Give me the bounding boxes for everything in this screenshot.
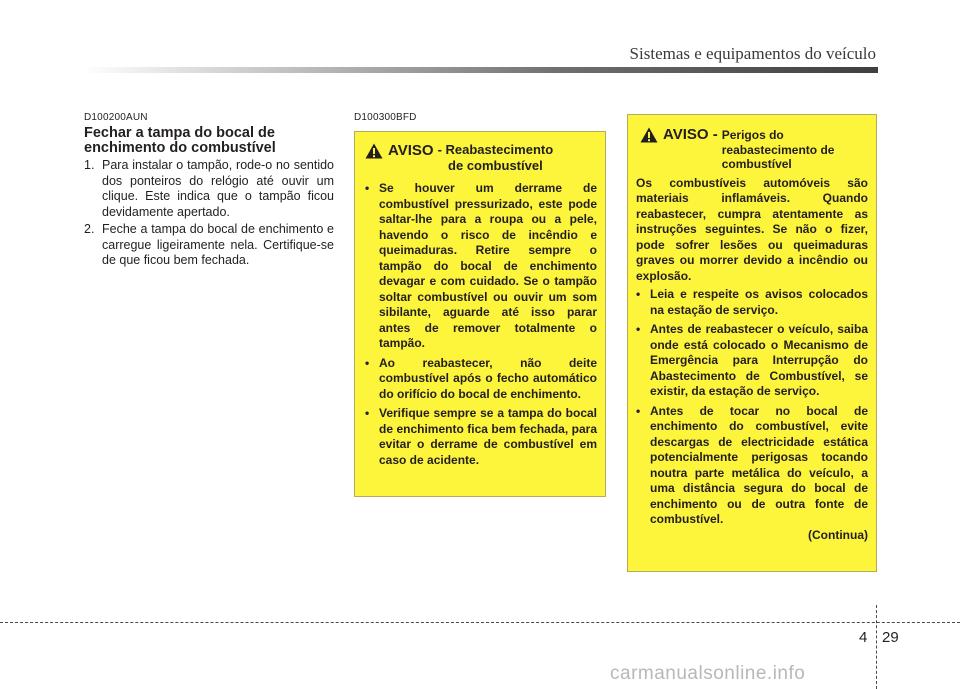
warning-title-line: Perigos do — [721, 128, 784, 142]
step-item — [84, 158, 334, 220]
bullet-text: Ao reabastecer, não deite combustível após o fecho automático do orifício do bocal de enchimento. — [379, 355, 597, 401]
list-item: • Ao reabastecer, não deite combustível após o fecho automático do orifício do bocal de enchimento. — [365, 355, 597, 401]
steps-list — [84, 158, 334, 271]
warning-title — [722, 128, 835, 172]
warning-triangle-icon — [640, 127, 658, 148]
list-item: • Antes de tocar no bocal de enchimento do combustível, evite descargas de electricidade estática potencialmente perigosas tocando noutra parte metálica do veículo, a uma distância segura do bocal de enchimento ou de outra fonte de combustível. — [636, 403, 868, 526]
watermark: carmanualsonline.info — [610, 663, 806, 684]
warning-title-line: de combustível — [448, 158, 543, 173]
section-heading: Fechar a tampa do bocal de enchimento do combustível — [84, 125, 276, 156]
continued-label: (Continua) — [808, 527, 868, 542]
step-text: Feche a tampa do bocal de enchimento e carregue ligeiramente nela. Certifique-se de que ficou bem fechada. — [102, 222, 334, 267]
list-item: • Antes de reabastecer o veículo, saiba onde está colocado o Mecanismo de Emergência para Interrupção do Abastecimento de Combustível, se existir, da estação de serviço. — [636, 322, 868, 398]
footer-divider — [876, 605, 878, 689]
footer-rule — [0, 622, 960, 623]
warning-bullet-list — [636, 287, 868, 528]
list-item: • Verifique sempre se a tampa do bocal de enchimento fica bem fechada, para evitar o derrame de combustível em caso de acidente. — [365, 406, 597, 467]
bullet-text: Verifique sempre se a tampa do bocal de enchimento fica bem fechada, para evitar o derrame de combustível em caso de acidente. — [379, 406, 597, 467]
warning-box-refuelling — [354, 131, 606, 497]
warning-box-refuelling-hazards — [627, 114, 877, 572]
warning-bullet-list — [365, 181, 597, 468]
warning-triangle-icon — [365, 143, 383, 164]
step-text: Para instalar o tampão, rode-o no sentido dos ponteiros do relógio até ouvir um clique. Este indica que o tampão ficou devidamente apertado. — [102, 158, 334, 219]
middle-section-code: D100300BFD — [354, 112, 417, 123]
warning-label: AVISO — [388, 142, 434, 159]
header-rule — [82, 67, 878, 73]
bullet-text: Se houver um derrame de combustível pressurizado, este pode saltar-lhe para a roupa ou a pele, havendo o risco de incêndio e queimaduras. Retire sempre o tampão do bocal de enchimento devagar e com cuidado. Se o tampão soltar combustível ou ouvir um som sibilante, aguarde até isso parar antes de remover totalmente o tampão. — [379, 181, 597, 350]
page-header-title: Sistemas e equipamentos do veículo — [629, 44, 876, 63]
list-item: • Se houver um derrame de combustível pressurizado, este pode saltar-lhe para a roupa ou a pele, havendo o risco de incêndio e queimaduras. Retire sempre o tampão do bocal de enchimento devagar e com cuidado. Se o tampão soltar combustível ou ouvir um som sibilante, aguarde até isso parar antes de remover totalmente o tampão. — [365, 181, 597, 350]
page-number: 29 — [882, 629, 899, 646]
step-number: 2. — [84, 222, 95, 236]
warning-label: AVISO - — [663, 126, 718, 143]
bullet-text: Antes de reabastecer o veículo, saiba onde está colocado o Mecanismo de Emergência para Interrupção do Abastecimento de Combustível, se existir, da estação de serviço. — [650, 322, 868, 398]
warning-intro: Os combustíveis automóveis são materiais inflamáveis. Quando reabastecer, cumpra atentamente as instruções seguintes. Se não o fizer, pode sofrer lesões ou queimaduras graves ou morrer devido a incêndio ou explosão. — [636, 175, 868, 283]
bullet-text: Antes de tocar no bocal de enchimento do combustível, evite descargas de electricidade estática potencialmente perigosas tocando noutra parte metálica do veículo, a uma distância segura do bocal de enchimento ou de outra fonte de combustível. — [650, 403, 868, 526]
list-item: • Leia e respeite os avisos colocados na estação de serviço. — [636, 287, 868, 317]
warning-title — [438, 142, 554, 174]
warning-header — [636, 126, 868, 172]
warning-title-line: - Reabastecimento — [437, 142, 554, 157]
left-section-code: D100200AUN — [84, 112, 148, 123]
bullet-text: Leia e respeite os avisos colocados na estação de serviço. — [650, 287, 868, 317]
chapter-number: 4 — [859, 629, 868, 646]
step-item — [84, 222, 334, 269]
warning-title-line: reabastecimento de — [721, 142, 835, 157]
warning-title-line: combustível — [721, 157, 792, 171]
warning-header — [365, 142, 597, 174]
step-number: 1. — [84, 158, 95, 172]
